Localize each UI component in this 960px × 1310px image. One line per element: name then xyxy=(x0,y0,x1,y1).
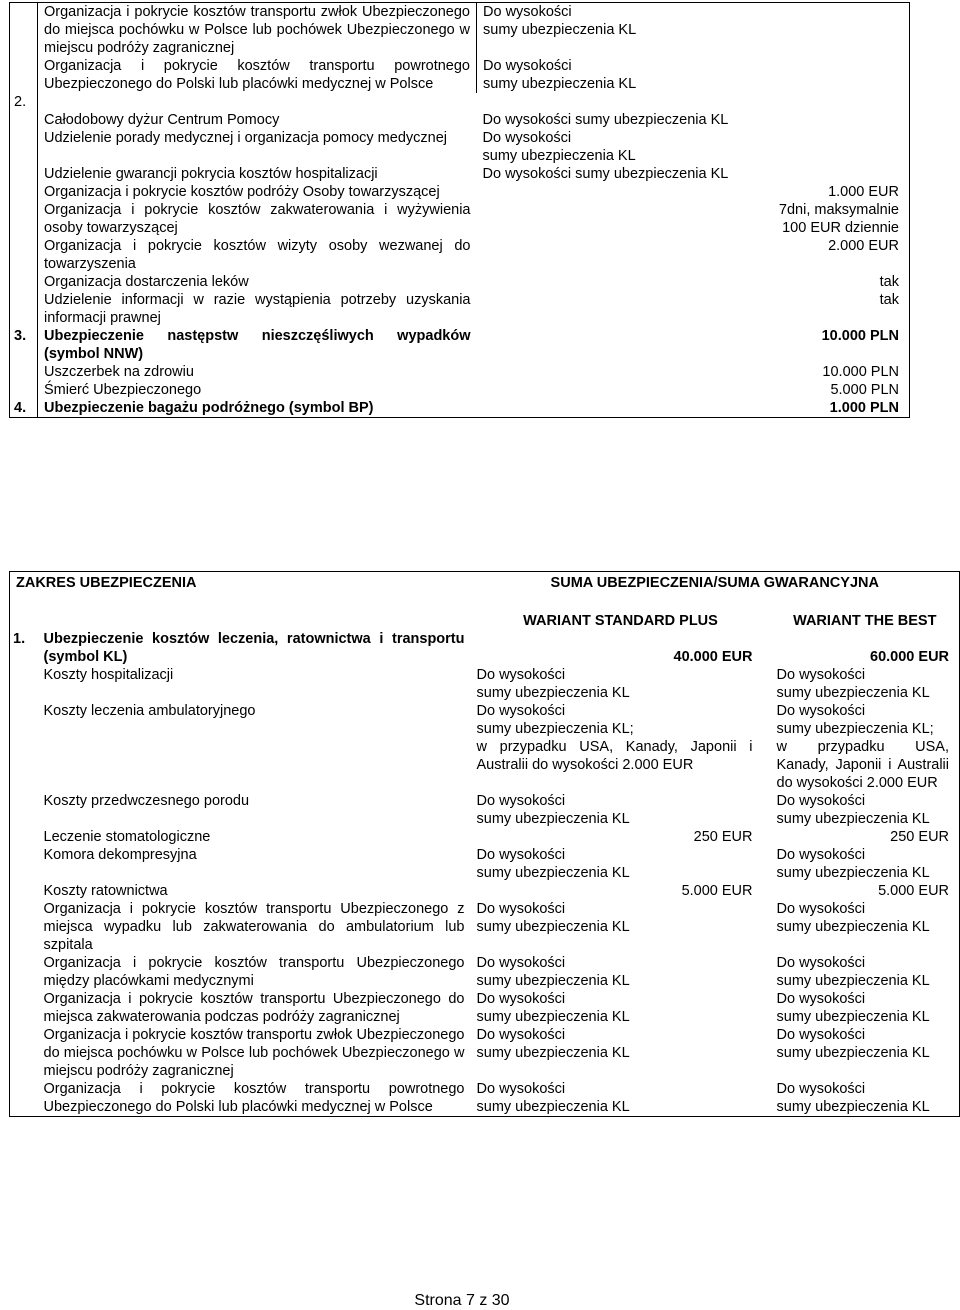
assistance-row xyxy=(10,327,910,363)
coverage-header-row xyxy=(10,572,960,613)
row-number: 4. xyxy=(10,399,38,418)
variant-the-best-value: 5.000 EUR xyxy=(878,883,950,899)
coverage-row xyxy=(10,900,960,954)
row-number xyxy=(10,792,38,828)
row-description: Ubezpieczenie bagażu podróżnego (symbol BP) xyxy=(44,400,374,416)
row-value: Do wysokości sumy ubezpieczenia KL xyxy=(477,57,910,93)
row-number xyxy=(10,828,38,846)
row-description: Komora dekompresyjna xyxy=(43,847,197,863)
row-description: Organizacja i pokrycie kosztów transportu Ubezpieczonego z miejsca wypadku lub zakwaterowania do ambulatorium lub szpitala xyxy=(43,901,465,953)
variant-header-row xyxy=(10,612,960,630)
assistance-row xyxy=(10,111,910,129)
variant-the-best-value: Do wysokości sumy ubezpieczenia KL xyxy=(776,1081,930,1115)
variant-the-best-value: Do wysokości sumy ubezpieczenia KL xyxy=(776,991,930,1025)
assistance-row xyxy=(10,399,910,418)
assistance-row xyxy=(10,3,910,58)
variant-standard-plus-value: Do wysokości sumy ubezpieczenia KL xyxy=(476,793,630,827)
row-number xyxy=(10,111,38,129)
variant-standard-plus-value: Do wysokości sumy ubezpieczenia KL; w przypadku USA, Kanady, Japonii i Australii do wysokości 2.000 EUR xyxy=(476,703,753,773)
assistance-row xyxy=(10,273,910,291)
assistance-row xyxy=(10,363,910,381)
row-number xyxy=(10,381,38,399)
coverage-row xyxy=(10,846,960,882)
sum-header: SUMA UBEZPIECZENIA/SUMA GWARANCYJNA xyxy=(550,575,879,591)
variant-standard-plus-value: Do wysokości sumy ubezpieczenia KL xyxy=(476,847,630,881)
row-number: 1. xyxy=(13,631,26,647)
row-value: 10.000 PLN xyxy=(821,328,899,344)
assistance-row xyxy=(10,183,910,201)
coverage-row xyxy=(10,990,960,1026)
row-description: Udzielenie porady medycznej i organizacja pomocy medycznej xyxy=(44,130,447,146)
row-number xyxy=(10,183,38,201)
row-description: Koszty hospitalizacji xyxy=(43,667,174,683)
row-number xyxy=(10,900,38,954)
row-description: Koszty przedwczesnego porodu xyxy=(43,793,250,809)
row-description: Koszty ratownictwa xyxy=(43,883,168,899)
row-description: Organizacja i pokrycie kosztów transportu zwłok Ubezpieczonego do miejsca pochówku w Polsce lub pochówek Ubezpieczonego w miejscu podróży zagranicznej xyxy=(43,1027,465,1079)
assistance-row xyxy=(10,129,910,165)
row-number xyxy=(10,165,38,183)
variant-standard-plus-value: Do wysokości sumy ubezpieczenia KL xyxy=(476,1081,630,1115)
row-description: Organizacja i pokrycie kosztów wizyty osoby wezwanej do towarzyszenia xyxy=(44,238,471,272)
row-description xyxy=(38,93,477,111)
row-description: Organizacja i pokrycie kosztów transportu zwłok Ubezpieczonego do miejsca pochówku w Polsce lub pochówek Ubezpieczonego w miejscu podróży zagranicznej xyxy=(44,4,470,56)
assistance-row xyxy=(10,165,910,183)
variant-the-best-value: Do wysokości sumy ubezpieczenia KL xyxy=(776,901,930,935)
row-description: Organizacja i pokrycie kosztów transportu powrotnego Ubezpieczonego do Polski lub placówki medycznej w Polsce xyxy=(44,58,470,92)
coverage-row xyxy=(10,1080,960,1117)
row-value: tak xyxy=(879,274,899,290)
row-number xyxy=(10,882,38,900)
variant-standard-plus-value: Do wysokości sumy ubezpieczenia KL xyxy=(476,955,630,989)
row-description: Organizacja dostarczenia leków xyxy=(44,274,249,290)
assistance-row xyxy=(10,93,910,111)
row-description: Koszty leczenia ambulatoryjnego xyxy=(43,703,256,719)
variant-the-best-value: Do wysokości sumy ubezpieczenia KL xyxy=(776,847,930,881)
row-description: Śmierć Ubezpieczonego xyxy=(44,382,202,398)
row-number xyxy=(10,1026,38,1080)
row-value: 7dni, maksymalnie 100 EUR dziennie xyxy=(778,202,899,236)
variant-standard-plus-value: Do wysokości sumy ubezpieczenia KL xyxy=(476,991,630,1025)
variant-the-best-value: Do wysokości sumy ubezpieczenia KL xyxy=(776,955,930,989)
variant-header-spacer xyxy=(10,612,471,630)
coverage-row xyxy=(10,828,960,846)
row-number xyxy=(10,273,38,291)
row-number xyxy=(10,201,38,237)
row-value: 2.000 EUR xyxy=(828,238,899,254)
variant-standard-plus-value: Do wysokości sumy ubezpieczenia KL xyxy=(476,1027,630,1061)
assistance-row xyxy=(10,237,910,273)
coverage-table xyxy=(9,571,960,1117)
row-description: Udzielenie informacji w razie wystąpienia potrzeby uzyskania informacji prawnej xyxy=(44,292,471,326)
variant-the-best: WARIANT THE BEST xyxy=(793,613,937,629)
row-number xyxy=(10,129,38,165)
row-description: Uszczerbek na zdrowiu xyxy=(44,364,194,380)
assistance-row xyxy=(10,201,910,237)
row-description: Organizacja i pokrycie kosztów transportu powrotnego Ubezpieczonego do Polski lub placówki medycznej w Polsce xyxy=(43,1081,465,1115)
row-number xyxy=(10,954,38,990)
variant-standard-plus-value: 40.000 EUR xyxy=(673,649,753,665)
row-description: Leczenie stomatologiczne xyxy=(43,829,211,845)
variant-the-best-value: Do wysokości sumy ubezpieczenia KL xyxy=(776,667,930,701)
assistance-table-body xyxy=(10,3,910,418)
coverage-row xyxy=(10,1026,960,1080)
variant-standard-plus-value: Do wysokości sumy ubezpieczenia KL xyxy=(476,667,630,701)
variant-standard-plus: WARIANT STANDARD PLUS xyxy=(523,613,718,629)
row-number xyxy=(10,3,38,58)
row-description: Organizacja i pokrycie kosztów transportu Ubezpieczonego do miejsca zakwaterowania podczas podróży zagranicznej xyxy=(43,991,465,1025)
assistance-row xyxy=(10,291,910,327)
variant-the-best-value: Do wysokości sumy ubezpieczenia KL xyxy=(776,1027,930,1061)
variant-standard-plus-value: 250 EUR xyxy=(693,829,753,845)
row-number xyxy=(10,990,38,1026)
row-description: Organizacja i pokrycie kosztów transportu Ubezpieczonego między placówkami medycznymi xyxy=(43,955,465,989)
row-value: Do wysokości sumy ubezpieczenia KL xyxy=(482,112,729,128)
coverage-row xyxy=(10,882,960,900)
row-description: Organizacja i pokrycie kosztów podróży Osoby towarzyszącej xyxy=(44,184,440,200)
row-description: Ubezpieczenie następstw nieszczęśliwych wypadków (symbol NNW) xyxy=(44,328,471,362)
row-value: 1.000 PLN xyxy=(829,400,899,416)
page-number: Strona 7 z 30 xyxy=(414,1292,510,1309)
row-description: Udzielenie gwarancji pokrycia kosztów hospitalizacji xyxy=(44,166,378,182)
assistance-row xyxy=(10,57,910,93)
assistance-table xyxy=(9,2,910,418)
row-value: Do wysokości sumy ubezpieczenia KL xyxy=(482,130,636,164)
row-description: Ubezpieczenie kosztów leczenia, ratownictwa i transportu (symbol KL) xyxy=(43,631,465,665)
row-number xyxy=(10,291,38,327)
coverage-row xyxy=(10,702,960,792)
coverage-table-body xyxy=(10,630,960,1117)
row-value: Do wysokości sumy ubezpieczenia KL xyxy=(482,166,729,182)
row-number: 2. xyxy=(10,93,38,111)
variant-the-best-value: 60.000 EUR xyxy=(870,649,950,665)
row-number xyxy=(10,846,38,882)
row-number xyxy=(10,57,38,93)
row-number: 3. xyxy=(10,327,38,363)
row-value: Do wysokości sumy ubezpieczenia KL xyxy=(477,3,910,58)
variant-standard-plus-value: Do wysokości sumy ubezpieczenia KL xyxy=(476,901,630,935)
row-number xyxy=(10,237,38,273)
coverage-row xyxy=(10,666,960,702)
row-value xyxy=(477,93,910,111)
scope-header: ZAKRES UBEZPIECZENIA xyxy=(16,575,197,591)
row-value: 5.000 PLN xyxy=(830,382,899,398)
variant-the-best-value: Do wysokości sumy ubezpieczenia KL xyxy=(776,793,930,827)
variant-the-best-value: Do wysokości sumy ubezpieczenia KL; w przypadku USA, Kanady, Japonii i Australii do wysokości 2.000 EUR xyxy=(776,703,950,791)
row-number xyxy=(10,666,38,702)
coverage-row xyxy=(10,630,960,666)
variant-the-best-value: 250 EUR xyxy=(890,829,950,845)
row-description: Całodobowy dyżur Centrum Pomocy xyxy=(44,112,280,128)
row-value: tak xyxy=(879,292,899,308)
row-value: 10.000 PLN xyxy=(822,364,899,380)
row-number xyxy=(10,702,38,792)
coverage-row xyxy=(10,792,960,828)
row-value: 1.000 EUR xyxy=(828,184,899,200)
row-number xyxy=(10,363,38,381)
row-number xyxy=(10,1080,38,1117)
variant-standard-plus-value: 5.000 EUR xyxy=(681,883,753,899)
assistance-row xyxy=(10,381,910,399)
coverage-row xyxy=(10,954,960,990)
row-description: Organizacja i pokrycie kosztów zakwaterowania i wyżywienia osoby towarzyszącej xyxy=(44,202,471,236)
